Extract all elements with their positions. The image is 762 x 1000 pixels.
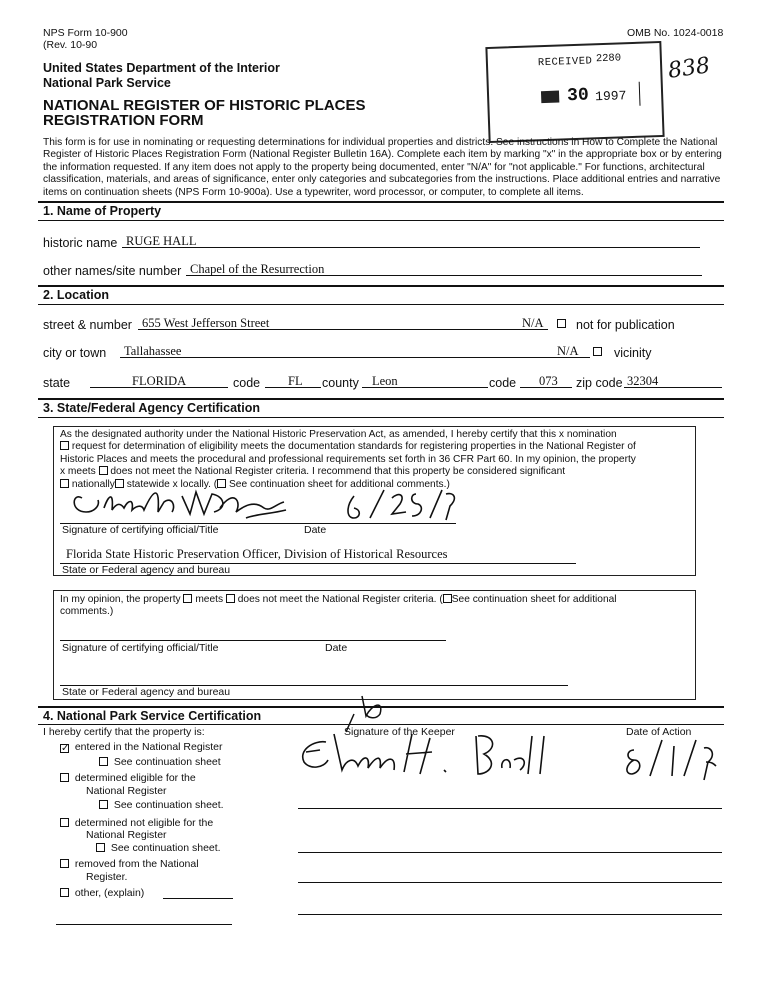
na-vicinity: N/A (557, 344, 579, 358)
stamp-year: 1997 (594, 88, 627, 105)
instructions-line: classification, materials, and areas of significance, enter only categories and subcategories from the instructions. Place additional entries and narrative (43, 174, 721, 186)
stamp-day: 30 (566, 85, 590, 107)
field-underline (362, 387, 488, 388)
city-value[interactable]: Tallahassee (124, 344, 182, 358)
explain-underline (56, 924, 232, 925)
does-not-meet-checkbox[interactable] (99, 466, 108, 475)
opinion-line (60, 594, 617, 606)
option-eligible-line2: National Register (86, 785, 167, 797)
option-text: determined not eligible for the (74, 817, 214, 829)
option-text: removed from the National (74, 858, 199, 870)
state-value[interactable]: FLORIDA (132, 374, 187, 388)
cert-line: As the designated authority under the National Historic Preservation Act, as amended, I hereby certify that this x nomination (60, 429, 617, 440)
field-underline (120, 357, 590, 358)
stamp-ink-blot (541, 91, 559, 104)
option-text: entered in the National Register (74, 741, 223, 753)
date-of-action-label: Date of Action (626, 726, 692, 738)
option-not-eligible (60, 817, 213, 829)
option-text: See continuation sheet. (110, 842, 221, 854)
section-divider (38, 220, 724, 221)
keeper-intro: I hereby certify that the property is: (43, 726, 205, 738)
historic-name-label: historic name (43, 236, 118, 250)
signature-line (298, 882, 722, 883)
section-divider (38, 201, 724, 203)
locally-text: statewide x locally. ( (126, 478, 218, 490)
county-code-label: code (489, 376, 517, 390)
not-for-publication-label: not for publication (576, 318, 675, 332)
street-label: street & number (43, 318, 132, 332)
agency-name: National Park Service (43, 76, 171, 90)
agency-bureau-label-2: State or Federal agency and bureau (62, 686, 231, 698)
option-text: See continuation sheet (113, 756, 221, 768)
section-divider (38, 285, 724, 287)
other-names-value[interactable]: Chapel of the Resurrection (190, 262, 325, 276)
opinion-text (60, 594, 617, 619)
agency-bureau-label: State or Federal agency and bureau (62, 564, 231, 576)
stamp-code: 2280 (595, 52, 622, 66)
shpo-signature (64, 478, 304, 526)
shpo-date-handwriting (340, 484, 460, 524)
cert-line (60, 466, 636, 478)
signature-label: Signature of certifying official/Title (62, 524, 219, 536)
opinion-does-not-meet-checkbox[interactable] (226, 594, 235, 603)
continuation-checkbox-3[interactable] (96, 843, 105, 852)
na-not-for-publication: N/A (522, 316, 544, 330)
field-underline (122, 247, 700, 248)
field-underline (520, 387, 572, 388)
instructions (43, 137, 722, 199)
county-code-value[interactable]: 073 (539, 374, 558, 388)
form-id: NPS Form 10-900 (43, 27, 128, 39)
option-see-continuation-2 (99, 799, 224, 811)
removed-checkbox[interactable] (60, 859, 69, 868)
section-divider (38, 304, 724, 305)
opinion-line: comments.) (60, 606, 114, 618)
meets-text: x meets (60, 466, 96, 478)
continuation-checkbox-2[interactable] (99, 800, 108, 809)
signature-line (298, 914, 722, 915)
option-see-continuation-3 (96, 842, 221, 854)
continuation-checkbox-1[interactable] (99, 757, 108, 766)
county-value[interactable]: Leon (372, 374, 398, 388)
option-see-continuation-1 (99, 756, 221, 768)
county-label: county (322, 376, 359, 390)
form-revision: (Rev. 10-90 (43, 39, 98, 51)
handwritten-reference-number: 838 (666, 53, 712, 84)
request-checkbox[interactable] (60, 441, 69, 450)
entered-checkbox[interactable] (60, 744, 69, 753)
opinion-meets-checkbox[interactable] (183, 594, 192, 603)
cert-line-text: does not meet the National Register criteria. I recommend that this property be considered significant (110, 466, 566, 478)
instructions-line: the information requested. If any item does not apply to the property being documented, enter "N/A" for "not applicable." For functions, architectural (43, 161, 705, 173)
historic-name-value[interactable]: RUGE HALL (126, 234, 197, 248)
city-label: city or town (43, 346, 107, 360)
field-underline (186, 275, 702, 276)
signature-line (298, 808, 722, 809)
field-underline (265, 387, 321, 388)
other-checkbox[interactable] (60, 888, 69, 897)
omb-number: OMB No. 1024-0018 (627, 27, 724, 39)
not-eligible-checkbox[interactable] (60, 818, 69, 827)
stamp-bar (639, 82, 641, 106)
option-not-eligible-line2: National Register (86, 829, 167, 841)
explain-underline (163, 898, 233, 899)
opinion-text-a: In my opinion, the property (60, 594, 181, 605)
field-underline (138, 329, 548, 330)
option-other (60, 887, 144, 899)
section-2-heading: 2. Location (43, 288, 109, 302)
section-1-heading: 1. Name of Property (43, 204, 162, 218)
option-entered (60, 741, 223, 753)
vicinity-label: vicinity (614, 346, 652, 360)
cert-line-text: request for determination of eligibility meets the documentation standards for registering properties in the National Register of (71, 441, 636, 453)
opinion-text-b: does not meet the National Register criteria. ( (237, 594, 443, 605)
received-stamp (485, 41, 664, 143)
section-divider (38, 398, 724, 400)
zip-code-value[interactable]: 32304 (627, 374, 659, 388)
state-code-value[interactable]: FL (288, 374, 303, 388)
other-names-label: other names/site number (43, 264, 182, 278)
instructions-line: items on continuation sheets (NPS Form 10-900a). Use a typewriter, word processor, or computer, to complete all items. (43, 186, 584, 198)
department-name: United States Department of the Interior (43, 61, 280, 75)
nationally-text: nationally (71, 478, 115, 490)
form-title: NATIONAL REGISTER OF HISTORIC PLACES (43, 97, 366, 114)
cert-line: Historic Places and meets the procedural and professional requirements set forth in 36 CFR Part 60. In my opinion, the property (60, 453, 636, 465)
opinion-text-c: See continuation sheet for additional (451, 594, 617, 605)
signature-label-2: Signature of certifying official/Title (62, 642, 219, 654)
option-text: determined eligible for the (74, 772, 196, 784)
option-removed-line2: Register. (86, 871, 128, 883)
street-value[interactable]: 655 West Jefferson Street (142, 316, 270, 330)
vicinity-checkbox[interactable] (593, 347, 602, 356)
date-label-2: Date (325, 642, 348, 654)
signature-line (60, 640, 446, 641)
opinion-meets-text: meets (195, 594, 224, 605)
field-underline (90, 387, 228, 388)
option-removed (60, 858, 199, 870)
option-eligible (60, 772, 196, 784)
action-date-handwriting (620, 736, 720, 784)
instructions-line: Register of Historic Places Registration Form (National Register Bulletin 16A). Complete each item by marking "x" in the appropriate box or by entering (43, 149, 722, 161)
field-underline (624, 387, 722, 388)
section-4-heading: 4. National Park Service Certification (43, 709, 262, 723)
cert-line (60, 441, 636, 453)
form-subtitle: REGISTRATION FORM (43, 112, 204, 129)
option-text: other, (explain) (74, 887, 145, 899)
eligible-checkbox[interactable] (60, 773, 69, 782)
keeper-signature (284, 690, 574, 780)
officer-title-value[interactable]: Florida State Historic Preservation Officer, Division of Historical Resources (66, 547, 448, 561)
continuation-text: See continuation sheet for additional comments.) (228, 478, 450, 490)
signature-line (298, 852, 722, 853)
stamp-received-text: RECEIVED (537, 55, 593, 70)
state-label: state (43, 376, 71, 390)
not-for-publication-checkbox[interactable] (557, 319, 566, 328)
instructions-line: This form is for use in nominating or requesting determinations for individual properties and districts. See instructions in How to Complete the National (43, 137, 718, 148)
section-divider (38, 417, 724, 418)
state-code-label: code (233, 376, 261, 390)
date-label: Date (304, 524, 327, 536)
section-3-heading: 3. State/Federal Agency Certification (43, 401, 260, 415)
keeper-signature-label: Signature of the Keeper (344, 726, 455, 738)
option-text: See continuation sheet. (113, 799, 224, 811)
opinion-continuation-checkbox[interactable] (443, 594, 452, 603)
zip-code-label: zip code (576, 376, 623, 390)
